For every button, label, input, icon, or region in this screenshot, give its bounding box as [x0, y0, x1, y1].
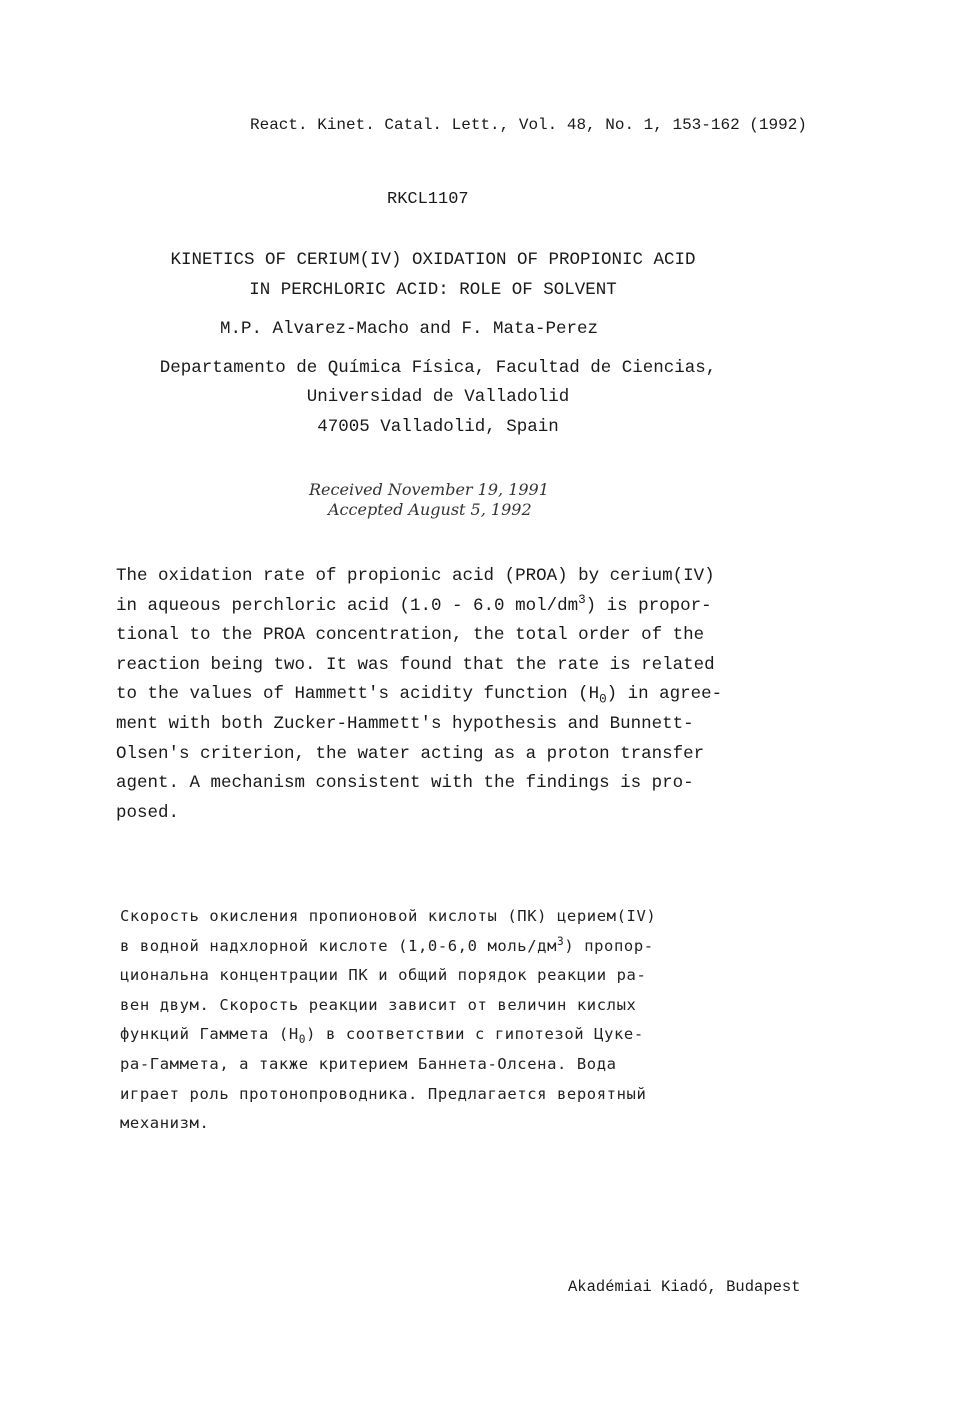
accepted-date: Accepted August 5, 1992 — [328, 500, 532, 519]
abstract-line: ра-Гаммета, а также критерием Баннета-Олсена. Вода — [120, 1055, 617, 1073]
abstract-text: ) in agree- — [606, 684, 723, 705]
journal-reference: React. Kinet. Catal. Lett., Vol. 48, No. 1, 153-162 (1992) — [250, 116, 807, 134]
publisher: Akadémiai Kiadó, Budapest — [568, 1278, 801, 1296]
paper-title-line-1: KINETICS OF CERIUM(IV) OXIDATION OF PROPIONIC ACID — [170, 250, 696, 270]
abstract-line: posed. — [116, 802, 180, 823]
paper-title-line-2: IN PERCHLORIC ACID: ROLE OF SOLVENT — [249, 280, 617, 300]
abstract-line: вен двум. Скорость реакции зависит от величин кислых — [120, 995, 637, 1014]
abstract-text: in aqueous perchloric acid (1.0 - 6.0 mol/dm — [116, 595, 579, 616]
affiliation-line-1: Departamento de Química Física, Facultad de Ciencias, — [159, 358, 717, 378]
abstract-line: tional to the PROA concentration, the total order of the — [116, 625, 705, 646]
abstract-line: механизм. — [120, 1114, 210, 1133]
subscript: 0 — [298, 1033, 307, 1047]
abstract-text: ) пропор- — [564, 936, 654, 955]
abstract-line — [116, 680, 722, 710]
affiliation-line-3: 47005 Valladolid, Spain — [317, 417, 559, 437]
abstract-line: The oxidation rate of propionic acid (PROA) by cerium(IV) — [116, 566, 715, 586]
abstract-line — [120, 932, 654, 962]
authors: M.P. Alvarez-Macho and F. Mata-Perez — [220, 319, 599, 339]
abstract-text: функций Гаммета (H — [120, 1025, 299, 1044]
superscript: 3 — [578, 592, 586, 607]
abstract-line — [116, 592, 712, 622]
abstract-line: циональна концентрации ПК и общий порядок реакции ра- — [120, 966, 647, 985]
abstract-line: Скорость окисления пропионовой кислоты (ПК) церием(IV) — [120, 907, 657, 925]
abstract-line: Olsen's criterion, the water acting as a proton transfer — [116, 743, 705, 764]
abstract-text: to the values of Hammett's acidity function (H — [116, 684, 600, 705]
abstract-line: reaction being two. It was found that the rate is related — [116, 654, 715, 675]
superscript: 3 — [557, 934, 565, 948]
received-date: Received November 19, 1991 — [309, 480, 549, 499]
abstract-text: ) is propor- — [585, 595, 712, 616]
abstract-line: играет роль протонопроводника. Предлагается вероятный — [120, 1084, 647, 1103]
affiliation-line-2: Universidad de Valladolid — [306, 387, 570, 407]
article-code: RKCL1107 — [387, 190, 469, 209]
abstract-text: ) в соответствии с гипотезой Цуке- — [306, 1025, 644, 1044]
abstract-text: в водной надхлорной кислоте (1,0-6,0 моль/дм — [120, 936, 557, 955]
subscript: 0 — [599, 692, 607, 707]
abstract-line: ment with both Zucker-Hammett's hypothesis and Bunnett- — [116, 714, 694, 734]
abstract-line: agent. A mechanism consistent with the findings is pro- — [116, 773, 694, 794]
abstract-line — [120, 1020, 644, 1050]
